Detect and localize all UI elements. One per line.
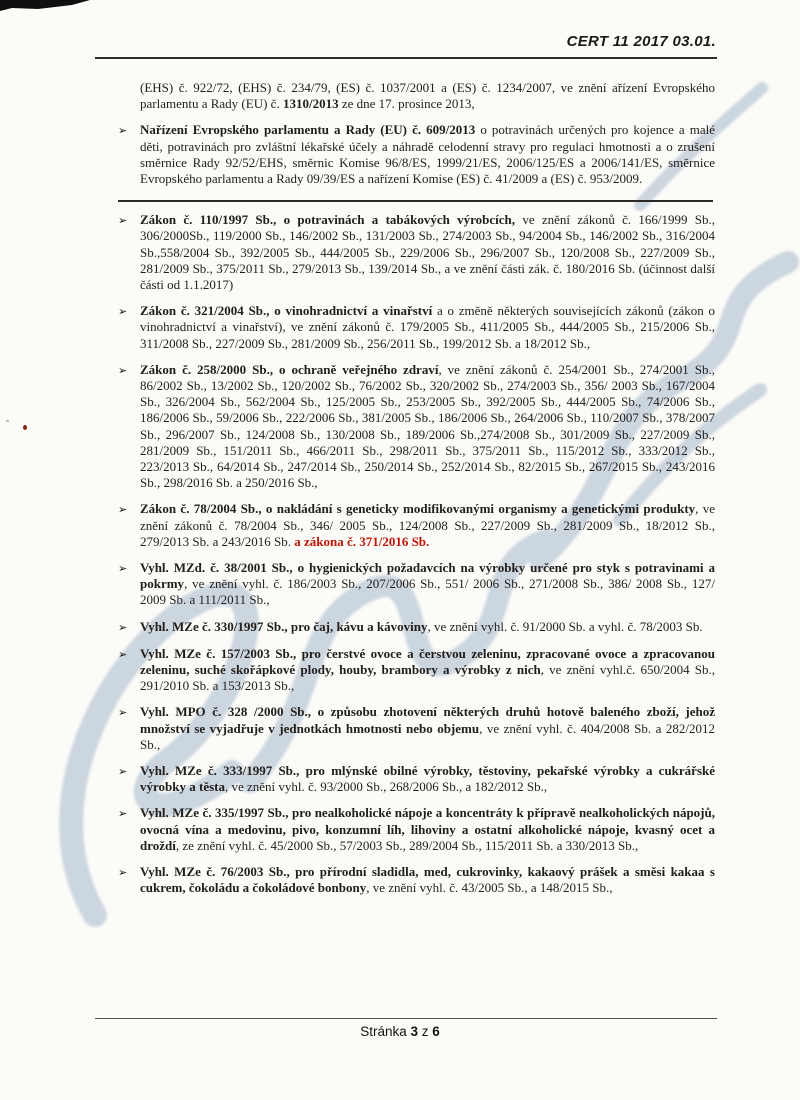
text-segment: ve znění zákonů č. 166/1999 Sb., 306/2000Sb., 119/2000 Sb., 146/2002 Sb., 131/2003 Sb., 274/2003 Sb., 94/2004 Sb., 146/2002 Sb., 316/2004 Sb.,558/2004 Sb., 392/2005 Sb., 444/2005 Sb., 229/2006 Sb., 296/2007 Sb., 120/2008 Sb., 227/2009 Sb., 281/2009 Sb., 375/2011 Sb., 279/2013 Sb., 139/2014 Sb., a ve znění části zák. č. 180/2016 Sb. (účinnost další části od 1.1.2017) (140, 212, 715, 293)
page-number (0, 1024, 800, 1039)
item-text (140, 303, 715, 352)
text-segment: Vyhl. MZe č. 333/1997 Sb., pro mlýnské obilné výrobky, těstoviny, pekařské výrobky a cukrářské výrobky a těsta (140, 762, 715, 795)
item-text (140, 619, 715, 636)
legal-item (118, 704, 715, 753)
text-segment: , ze znění vyhl. č. 45/2000 Sb., 57/2003 Sb., 289/2004 Sb., 115/2011 Sb. a 330/2013 Sb., (175, 837, 639, 853)
bullet-arrow-icon: ➢ (118, 363, 128, 377)
text-segment: Zákon č. 258/2000 Sb., o ochraně veřejného zdraví (140, 361, 439, 377)
text-segment: , ve znění zákonů č. 78/2004 Sb., 346/ 2005 Sb., 124/2008 Sb., 227/2009 Sb., 281/2009 Sb., 18/2012 Sb., 279/2013 Sb. a 243/2016 Sb. (140, 501, 715, 549)
bullet-arrow-icon: ➢ (118, 124, 128, 138)
scan-artifact-dot (23, 425, 27, 430)
text-segment: Zákon č. 78/2004 Sb., o nakládání s geneticky modifikovanými organismy a genetickými produkty (140, 501, 696, 517)
legal-item (118, 362, 715, 492)
item-text (140, 122, 715, 187)
text-segment: Zákon č. 321/2004 Sb., o vinohradnictví a vinařství (140, 303, 433, 319)
bullet-arrow-icon: ➢ (118, 647, 128, 661)
text-segment: Stránka (360, 1024, 411, 1039)
scan-artifact-corner (0, 0, 100, 14)
bullet-arrow-icon: ➢ (118, 305, 128, 319)
text-segment: (EHS) č. 922/72, (EHS) č. 234/79, (ES) č. 1037/2001 a (ES) č. 1234/2007, ve znění ařízení Evropského parlamentu a Rady (EU) č. (140, 80, 715, 112)
bullet-arrow-icon: ➢ (118, 706, 128, 720)
item-text (140, 704, 715, 753)
bullet-arrow-icon: ➢ (118, 865, 128, 879)
text-segment: , ve znění zákonů č. 254/2001 Sb., 274/2001 Sb., 86/2002 Sb., 13/2002 Sb., 120/2002 Sb., 76/2002 Sb., 320/2002 Sb., 274/2003 Sb., 356/ 2003 Sb., 167/2004 Sb., 326/2004 Sb., 562/2004 Sb., 125/2005 Sb., 253/2005 Sb., 392/2005 Sb., 444/2005 Sb., 74/2006 Sb., 186/2006 Sb., 59/2006 Sb., 222/2006 Sb., 381/2005 Sb., 186/2006 Sb., 264/2006 Sb., 110/2007 Sb., 378/2007 Sb., 296/2007 Sb., 124/2008 Sb., 130/2008 Sb., 189/2006 Sb.,274/2008 Sb., 301/2009 Sb., 227/2009 Sb., 281/2009 Sb., 151/2011 Sb., 466/2011 Sb., 298/2011 Sb., 375/2011 Sb., 115/2012 Sb., 333/2012 Sb., 223/2013 Sb., 64/2014 Sb., 247/2014 Sb., 250/2014 Sb., 252/2014 Sb., 82/2015 Sb., 267/2015 Sb., 243/2016 Sb., 298/2016 Sb. a 250/2016 Sb., (140, 361, 715, 491)
text-segment: o potravinách určených pro kojence a malé děti, potravinách pro zvláštní lékařské účely a náhradě celodenní stravy pro regulaci hmotnosti a o zrušení směrnice Rady 92/52/EHS, směrnic Komise 96/8/ES, 1999/21/ES, 2006/125/ES a 2006/141/ES, směrnice Evropského parlamentu a Rady 09/39/ES a nařízení Komise (ES) č. 41/2009 a (ES) č. 953/2009. (140, 122, 715, 187)
text-segment: Vyhl. MZe č. 330/1997 Sb., pro čaj, kávu a kávoviny (140, 618, 428, 634)
intro-paragraph (118, 80, 715, 112)
bullet-arrow-icon: ➢ (118, 807, 128, 821)
text-segment: Vyhl. MZe č. 157/2003 Sb., pro čerstvé ovoce a čerstvou zeleninu, zpracované ovoce a zpracovanou zeleninu, suché skořápkové plody, houby, brambory a výrobky z nich (140, 645, 715, 677)
text-segment: , ve znění vyhl. č. 43/2005 Sb., a 148/2015 Sb., (366, 880, 613, 896)
doc-code: CERT 11 2017 03.01. (566, 33, 716, 50)
bullet-arrow-icon: ➢ (118, 562, 128, 576)
legal-item (118, 864, 715, 896)
bullet-arrow-icon: ➢ (118, 503, 128, 517)
item-text (140, 646, 715, 695)
scan-artifact-smudge (6, 420, 9, 422)
legal-item (118, 805, 715, 854)
legal-item (118, 763, 715, 795)
text-segment: 3 (410, 1024, 418, 1039)
text-segment: Vyhl. MZe č. 335/1997 Sb., pro nealkoholické nápoje a koncentráty k přípravě nealkoholických nápojů, ovocná vína a medovinu, pivo, konzumní líh, lihoviny a ostatní alkoholické nápoje, kvasný ocet a droždí (140, 805, 715, 853)
legal-item (118, 501, 715, 550)
text-segment: Zákon č. 110/1997 Sb., o potravinách a tabákových výrobcích, (140, 212, 516, 228)
text-segment: , ve znění vyhl. č. 91/2000 Sb. a vyhl. č. 78/2003 Sb. (427, 618, 703, 634)
text-segment: , ve znění vyhl.č. 650/2004 Sb., 291/2010 Sb. a 153/2013 Sb., (140, 661, 715, 694)
text-segment: Vyhl. MZd. č. 38/2001 Sb., o hygienických požadavcích na výrobky určené pro styk s potravinami a pokrmy (140, 560, 715, 592)
legal-references-list (118, 80, 715, 896)
text-segment: 1310/2013 (282, 96, 339, 112)
amendment-red-text: a zákona č. 371/2016 Sb. (294, 533, 430, 549)
legal-item (118, 212, 715, 293)
bullet-arrow-icon: ➢ (118, 764, 128, 778)
section-divider-rule (118, 200, 713, 202)
legal-item (118, 122, 715, 187)
text-segment: ze dne 17. prosince 2013, (338, 96, 475, 112)
text-segment: 6 (432, 1024, 440, 1039)
bullet-arrow-icon: ➢ (118, 214, 128, 228)
item-text (140, 560, 715, 609)
text-segment: z (418, 1024, 433, 1039)
text-segment: Nařízení Evropského parlamentu a Rady (EU) č. 609/2013 (140, 122, 476, 138)
item-text (140, 805, 715, 854)
legal-item (118, 303, 715, 352)
legal-item (118, 560, 715, 609)
text-segment: , ve znění vyhl. č. 404/2008 Sb. a 282/2012 Sb., (140, 720, 715, 752)
item-text (140, 212, 715, 293)
header-rule (95, 57, 717, 59)
item-text (140, 80, 715, 112)
legal-item (118, 646, 715, 695)
text-segment: Vyhl. MZe č. 76/2003 Sb., pro přírodní sladidla, med, cukrovinky, kakaový prášek a směsi kakaa s cukrem, čokoládu a čokoládové bonbony (140, 863, 715, 896)
text-segment: a o změně některých souvisejících zákonů (zákon o vinohradnictví a vinařství), ve znění zákonů č. 179/2005 Sb., 411/2005 Sb., 444/2005 Sb., 215/2006 Sb., 311/2008 Sb., 227/2009 Sb., 281/2009 Sb., 256/2011 Sb., 199/2012 Sb. a 18/2012 Sb., (140, 303, 715, 351)
bullet-arrow-icon: ➢ (118, 620, 128, 634)
item-text (140, 362, 715, 492)
text-segment: , ve znění vyhl. č. 93/2000 Sb., 268/2006 Sb., a 182/2012 Sb., (224, 779, 548, 795)
footer-rule (95, 1018, 717, 1019)
item-text (140, 763, 715, 795)
text-segment: , ve znění vyhl. č. 186/2003 Sb., 207/2006 Sb., 551/ 2006 Sb., 271/2008 Sb., 386/ 2008 Sb., 127/ 2009 Sb. a 111/2011 Sb., (140, 576, 715, 608)
text-segment: Vyhl. MPO č. 328 /2000 Sb., o způsobu zhotovení některých druhů hotově baleného zboží, jehož množství se vyjadřuje v jednotkách hmotnosti nebo objemu (140, 704, 715, 736)
item-text (140, 864, 715, 896)
legal-item (118, 619, 715, 636)
item-text (140, 501, 715, 550)
